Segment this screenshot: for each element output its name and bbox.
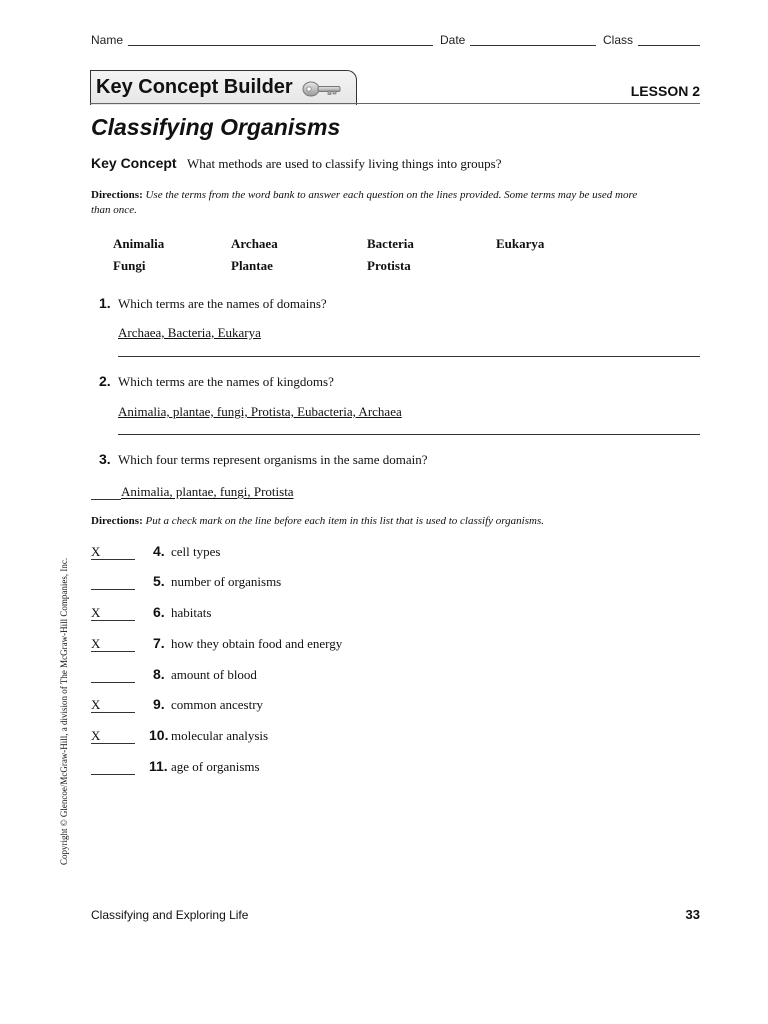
check-line[interactable]: X	[91, 605, 135, 621]
word-bank-term: Animalia	[113, 236, 165, 251]
item-number: 7.	[153, 635, 165, 651]
date-field-line[interactable]	[470, 45, 596, 46]
question-text: Which four terms represent organisms in the same domain?	[118, 452, 428, 467]
answer-line[interactable]	[118, 434, 700, 435]
check-line[interactable]: X	[91, 544, 135, 560]
answer-text[interactable]: Archaea, Bacteria, Eukarya	[118, 325, 261, 340]
question-text: Which terms are the names of domains?	[118, 296, 327, 311]
item-number: 9.	[153, 696, 165, 712]
class-label: Class	[603, 33, 634, 47]
item-number: 11.	[149, 758, 168, 774]
item-number: 10.	[149, 727, 169, 743]
item-text: how they obtain food and energy	[171, 636, 343, 651]
tab-title: Key Concept Builder	[96, 76, 293, 98]
key-icon	[302, 79, 342, 104]
item-number: 8.	[153, 666, 165, 682]
date-label: Date	[440, 33, 466, 47]
check-line[interactable]: X	[91, 636, 135, 652]
check-line[interactable]: X	[91, 728, 135, 744]
word-bank-term: Bacteria	[367, 236, 414, 251]
item-number: 5.	[153, 573, 165, 589]
answer-value: Animalia, plantae, fungi, Protista	[121, 484, 294, 499]
answer-line[interactable]	[118, 356, 700, 357]
name-label: Name	[91, 33, 124, 47]
lesson-label: LESSON 2	[630, 83, 700, 99]
answer-line-lead	[91, 499, 121, 500]
directions-text: Use the terms from the word bank to answer each question on the lines provided. Some terms may be used more than once.	[91, 189, 638, 216]
directions-text: Put a check mark on the line before each item in this list that is used to classify organisms.	[145, 515, 544, 527]
check-line[interactable]	[91, 574, 135, 590]
item-text: molecular analysis	[171, 728, 269, 743]
page-number: 33	[685, 907, 700, 922]
word-bank-term: Archaea	[231, 236, 278, 251]
word-bank-term: Protista	[367, 258, 411, 273]
answer-text[interactable]: Animalia, plantae, fungi, Protista, Eubacteria, Archaea	[118, 404, 402, 419]
name-field-line[interactable]	[128, 45, 433, 46]
item-text: cell types	[171, 544, 221, 559]
word-bank-term: Fungi	[113, 258, 146, 273]
word-bank-term: Plantae	[231, 258, 273, 273]
item-text: habitats	[171, 605, 212, 620]
question-text: Which terms are the names of kingdoms?	[118, 374, 334, 389]
directions-label: Directions:	[91, 189, 143, 201]
footer-title: Classifying and Exploring Life	[91, 908, 249, 922]
check-line[interactable]	[91, 667, 135, 683]
key-concept-text: What methods are used to classify living things into groups?	[187, 156, 502, 171]
copyright-notice: Copyright © Glencoe/McGraw-Hill, a division of The McGraw-Hill Companies, Inc.	[59, 557, 69, 865]
header-rule	[90, 103, 700, 104]
directions-label: Directions:	[91, 515, 143, 527]
item-text: common ancestry	[171, 697, 264, 712]
check-line[interactable]	[91, 759, 135, 775]
item-number: 6.	[153, 604, 165, 620]
question-number: 1.	[99, 295, 111, 311]
item-text: number of organisms	[171, 574, 282, 589]
question-number: 2.	[99, 373, 111, 389]
directions-checklist	[91, 514, 711, 529]
page-title: Classifying Organisms	[91, 114, 341, 140]
item-text: age of organisms	[171, 759, 260, 774]
answer-text[interactable]	[91, 484, 294, 500]
directions-word-bank	[91, 188, 651, 218]
word-bank-term: Eukarya	[496, 236, 545, 251]
item-text: amount of blood	[171, 667, 257, 682]
item-number: 4.	[153, 543, 165, 559]
check-line[interactable]: X	[91, 697, 135, 713]
key-concept-label: Key Concept	[91, 155, 177, 171]
class-field-line[interactable]	[638, 45, 700, 46]
question-number: 3.	[99, 451, 111, 467]
